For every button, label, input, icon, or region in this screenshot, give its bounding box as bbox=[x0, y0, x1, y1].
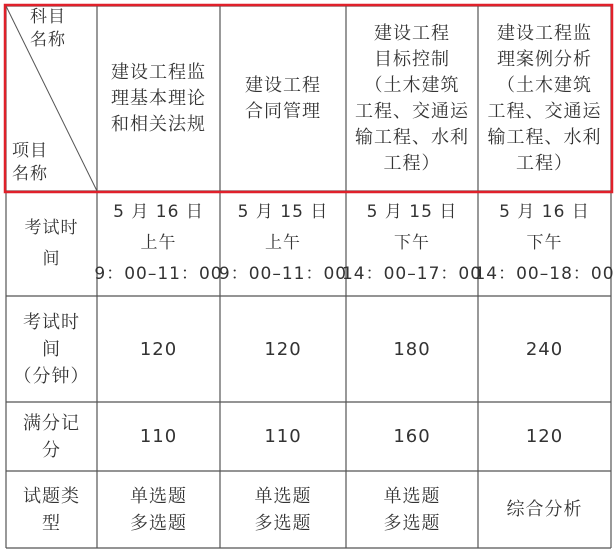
subject-header-cell-line: 和相关法规 bbox=[111, 113, 206, 135]
table-cell-line: 单选题 bbox=[254, 485, 312, 507]
row-label-cell-line: 满分记 bbox=[23, 412, 80, 434]
table-cell-line: 5 月 15 日 bbox=[366, 202, 458, 222]
subject-header-cell bbox=[220, 6, 346, 191]
table-cell-line: 多选题 bbox=[254, 512, 312, 534]
row-label-cell bbox=[6, 402, 97, 471]
subject-header-cell-line: （土木建筑 bbox=[497, 74, 592, 96]
subject-header-cell bbox=[346, 6, 478, 191]
table-cell-line: 下午 bbox=[394, 233, 430, 253]
table-cell-line: 240 bbox=[525, 338, 564, 360]
table-cell bbox=[220, 402, 346, 471]
table-cell bbox=[94, 191, 223, 296]
subject-header-cell bbox=[97, 6, 220, 191]
table-cell bbox=[97, 471, 220, 548]
row-label-cell bbox=[6, 296, 97, 402]
corner-subject-line: 名称 bbox=[30, 30, 66, 50]
table-cell-line: 9：00–11：00 bbox=[218, 264, 348, 284]
table-cell bbox=[341, 191, 483, 296]
subject-header-cell-line: 工程、交通运 bbox=[487, 100, 602, 122]
table-cell-line: 上午 bbox=[140, 233, 177, 253]
subject-header-cell-line: 建设工程监 bbox=[111, 61, 206, 83]
table-cell bbox=[478, 471, 611, 548]
subject-header-cell-line: 建设工程 bbox=[374, 22, 450, 44]
subject-header-cell-line: 理基本理论 bbox=[111, 87, 206, 109]
subject-header-cell-line: 建设工程监 bbox=[497, 22, 592, 44]
table-cell-line: 综合分析 bbox=[506, 499, 583, 520]
subject-header-cell-line: 目标控制 bbox=[374, 48, 450, 70]
table-cell-line: 120 bbox=[264, 338, 302, 360]
table-cell-line: 多选题 bbox=[130, 512, 187, 534]
table-cell-line: 110 bbox=[264, 426, 302, 447]
row-label-cell-line: 试题类 bbox=[23, 485, 80, 507]
row-label-cell bbox=[6, 191, 97, 296]
subject-header-cell-line: 合同管理 bbox=[245, 100, 321, 122]
table-cell bbox=[346, 402, 478, 471]
row-label-cell-line: 考试时 bbox=[23, 311, 80, 333]
row-label-cell-line: （分钟） bbox=[13, 365, 90, 387]
subject-header-cell-line: 输工程、水利 bbox=[487, 126, 602, 148]
table-cell-line: 14：00–18：00 bbox=[474, 264, 615, 284]
subject-header-cell-line: 建设工程 bbox=[245, 74, 321, 96]
table-cell-line: 120 bbox=[139, 338, 178, 360]
row-label-cell bbox=[6, 471, 97, 548]
table-cell bbox=[474, 191, 615, 296]
table-cell-line: 上午 bbox=[265, 233, 301, 253]
row-label-cell-line: 考试时 bbox=[24, 217, 79, 238]
table-cell-line: 9：00–11：00 bbox=[94, 264, 223, 284]
table-cell-line: 多选题 bbox=[383, 512, 441, 534]
row-label-cell-line: 型 bbox=[42, 512, 61, 534]
table-cell bbox=[220, 191, 346, 296]
table-cell-line: 5 月 15 日 bbox=[237, 202, 329, 222]
row-label-cell-line: 间 bbox=[42, 248, 61, 269]
table-cell-line: 180 bbox=[393, 338, 431, 360]
table-cell-line: 5 月 16 日 bbox=[113, 202, 204, 222]
table-cell-line: 单选题 bbox=[383, 485, 441, 507]
subject-header-cell-line: 工程、交通运 bbox=[355, 100, 469, 122]
corner-subject-line: 科目 bbox=[30, 7, 66, 27]
subject-header-cell-line: 工程） bbox=[516, 152, 573, 174]
table-cell bbox=[346, 296, 478, 402]
row-label-cell-line: 间 bbox=[42, 338, 61, 360]
table-cell bbox=[220, 471, 346, 548]
table-cell bbox=[97, 296, 220, 402]
table-cell bbox=[478, 402, 611, 471]
table-cell-line: 14：00–17：00 bbox=[341, 264, 483, 284]
subject-header-cell bbox=[478, 6, 611, 191]
table-cell bbox=[220, 296, 346, 402]
table-cell bbox=[478, 296, 611, 402]
subject-header-cell-line: 工程） bbox=[383, 152, 441, 174]
table-cell bbox=[97, 402, 220, 471]
table-cell-line: 120 bbox=[525, 426, 564, 447]
corner-item-line: 名称 bbox=[12, 164, 48, 184]
table-cell-line: 单选题 bbox=[130, 485, 187, 507]
table-cell-line: 下午 bbox=[526, 233, 563, 253]
table-cell bbox=[346, 471, 478, 548]
table-cell-line: 160 bbox=[393, 426, 431, 447]
subject-header-cell-line: 理案例分析 bbox=[497, 48, 592, 70]
corner-item-label bbox=[12, 140, 82, 186]
corner-subject-label bbox=[30, 6, 92, 52]
subject-header-cell-line: （土木建筑 bbox=[364, 74, 460, 96]
table-cell-line: 110 bbox=[139, 426, 178, 447]
table-cell-line: 5 月 16 日 bbox=[499, 202, 590, 222]
row-label-cell-line: 分 bbox=[42, 439, 61, 461]
subject-header-cell-line: 输工程、水利 bbox=[355, 126, 469, 148]
corner-item-line: 项目 bbox=[12, 141, 48, 161]
